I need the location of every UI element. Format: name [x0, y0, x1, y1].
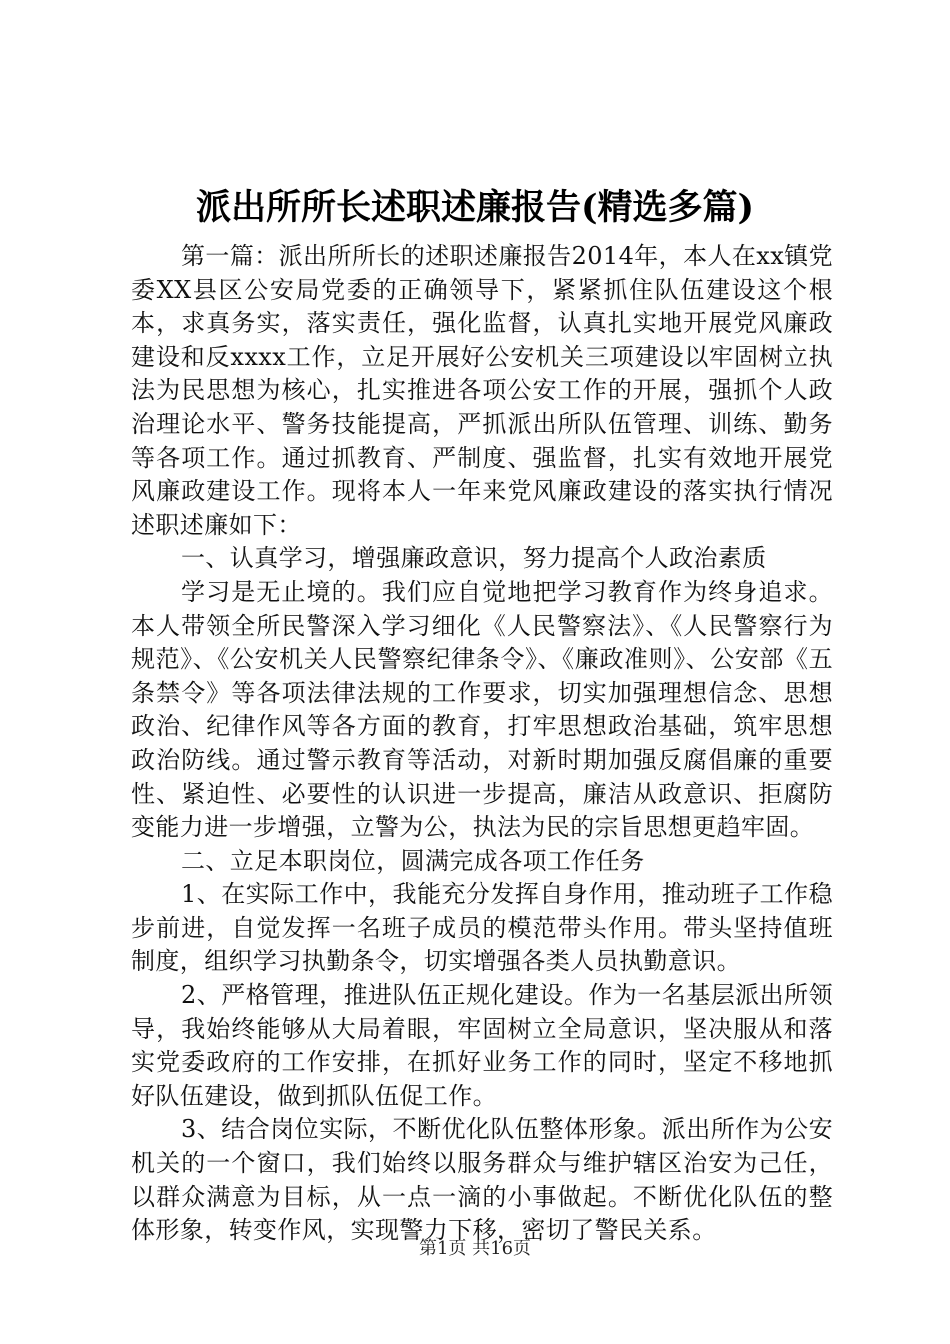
document-title: 派出所所长述职述廉报告(精选多篇)	[195, 187, 755, 228]
paragraph-item-3: 3、结合岗位实际，不断优化队伍整体形象。派出所作为公安机关的一个窗口，我们始终以服务群众与维护辖区治安为己任，以群众满意为目标，从一点一滴的小事做起。不断优化队伍的整体形象，转变作风，实现警力下移，密切了警民关系。	[131, 1115, 833, 1245]
document-body	[131, 240, 833, 1248]
paragraph-item-2: 2、严格管理，推进队伍正规化建设。作为一名基层派出所领导，我始终能够从大局着眼，牢固树立全局意识，坚决服从和落实党委政府的工作安排，在抓好业务工作的同时，坚定不移地抓好队伍建设，做到抓队伍促工作。	[131, 981, 833, 1110]
paragraph-intro: 第一篇：派出所所长的述职述廉报告2014年，本人在xx镇党委XX县区公安局党委的正确领导下，紧紧抓住队伍建设这个根本，求真务实，落实责任，强化监督，认真扎实地开展党风廉政建设和反xxxx工作，立足开展好公安机关三项建设以牢固树立执法为民思想为核心，扎实推进各项公安工作的开展，强抓个人政治理论水平、警务技能提高，严抓派出所队伍管理、训练、勤务等各项工作。通过抓教育、严制度、强监督，扎实有效地开展党风廉政建设工作。现将本人一年来党风廉政建设的落实执行情况述职述廉如下：	[131, 242, 833, 539]
paragraph-study: 学习是无止境的。我们应自觉地把学习教育作为终身追求。本人带领全所民警深入学习细化《人民警察法》、《人民警察行为规范》、《公安机关人民警察纪律条令》、《廉政准则》、公安部《五条禁令》等各项法律法规的工作要求，切实加强理想信念、思想政治、纪律作风等各方面的教育，打牢思想政治基础，筑牢思想政治防线。通过警示教育等活动，对新时期加强反腐倡廉的重要性、紧迫性、必要性的认识进一步提高，廉洁从政意识、拒腐防变能力进一步增强，立警为公，执法为民的宗旨思想更趋牢固。	[131, 577, 833, 842]
section-heading-1: 一、认真学习，增强廉政意识，努力提高个人政治素质	[181, 544, 767, 573]
section-heading-2: 二、立足本职岗位，圆满完成各项工作任务	[181, 846, 645, 875]
page-number-footer: 第1页 共16页	[418, 1238, 532, 1259]
paragraph-item-1: 1、在实际工作中，我能充分发挥自身作用，推动班子工作稳步前进，自觉发挥一名班子成员的模范带头作用。带头坚持值班制度，组织学习执勤条令，切实增强各类人员执勤意识。	[131, 880, 833, 976]
